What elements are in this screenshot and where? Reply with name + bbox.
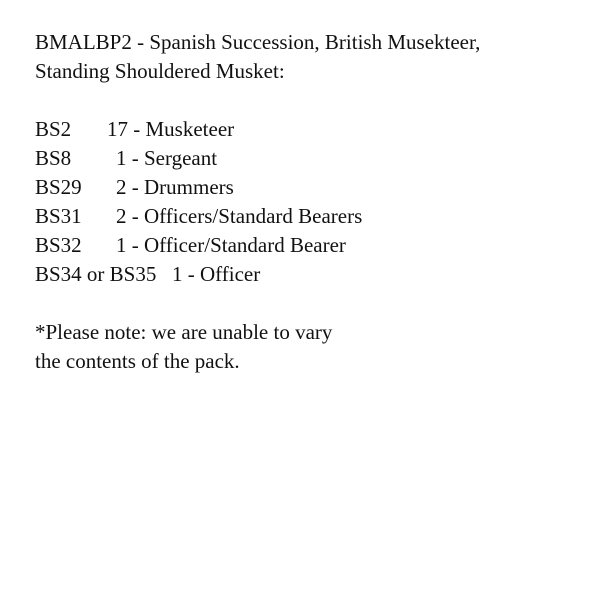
list-item [35, 231, 590, 260]
pack-note [35, 318, 590, 376]
figure-quantity-description: 17 - Musketeer [107, 117, 235, 141]
figure-code: BS8 [35, 146, 72, 170]
list-item [35, 115, 590, 144]
figure-code: BS32 [35, 233, 82, 257]
pack-note-line-2: the contents of the pack. [35, 349, 240, 373]
figure-quantity-description: 1 - Officer [172, 262, 261, 286]
pack-title [35, 28, 590, 86]
figure-code: BS2 [35, 117, 72, 141]
list-item [35, 202, 590, 231]
list-item [35, 144, 590, 173]
pack-title-line-2: Standing Shouldered Musket: [35, 59, 285, 83]
figure-quantity-description: 1 - Sergeant [116, 146, 218, 170]
figure-code: BS34 or BS35 [35, 262, 157, 286]
pack-note-line-1: *Please note: we are unable to vary [35, 320, 333, 344]
list-item [35, 173, 590, 202]
figure-code: BS29 [35, 175, 82, 199]
product-info-document [35, 28, 590, 376]
figure-quantity-description: 2 - Officers/Standard Bearers [116, 204, 363, 228]
figure-quantity-description: 1 - Officer/Standard Bearer [116, 233, 346, 257]
list-item [35, 260, 590, 289]
figure-quantity-description: 2 - Drummers [116, 175, 234, 199]
pack-title-line-1: BMALBP2 - Spanish Succession, British Musekteer, [35, 30, 481, 54]
pack-contents-list [35, 115, 590, 289]
figure-code: BS31 [35, 204, 82, 228]
